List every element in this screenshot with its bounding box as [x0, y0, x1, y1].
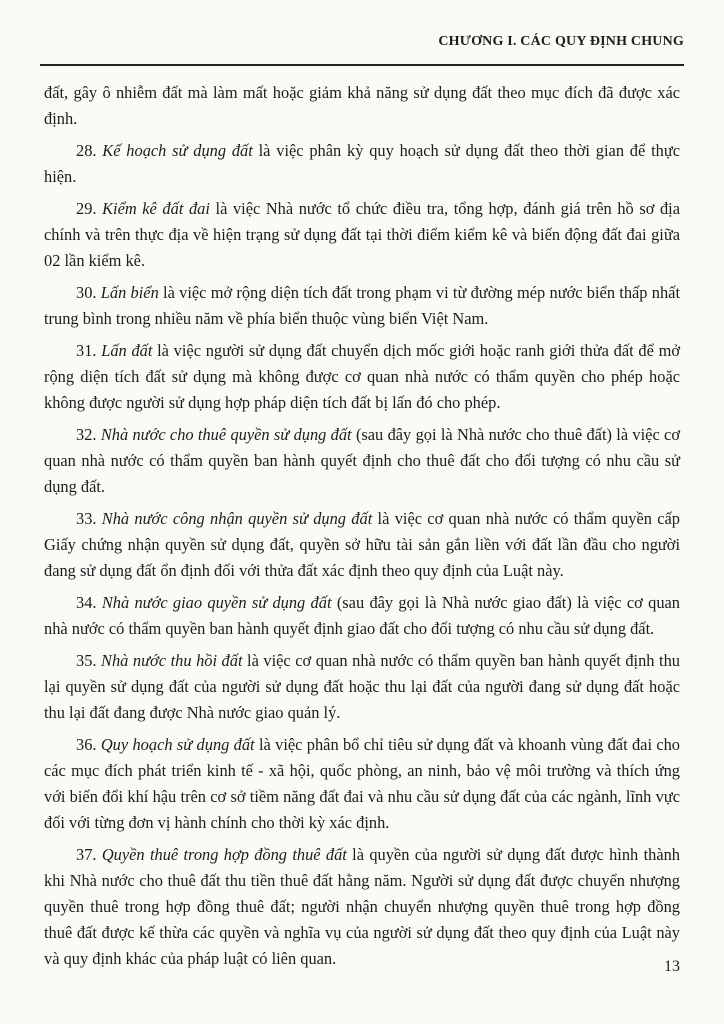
definition-term: Quyền thuê trong hợp đồng thuê đất	[101, 845, 347, 864]
definition-number: 33.	[76, 509, 102, 528]
definition-text: là việc Nhà nước tổ chức điều tra, tổng hợp, đánh giá trên hồ sơ địa chính và trên thực địa về hiện trạng sử dụng đất tại thời điểm kiểm kê và biến động đất đai giữa 02 lần kiểm kê.	[44, 199, 680, 270]
definition-number: 34.	[76, 593, 102, 612]
definition-number: 32.	[76, 425, 101, 444]
definition-text: là quyền của người sử dụng đất được hình thành khi Nhà nước cho thuê đất thu tiền thuê đất hằng năm. Người sử dụng đất được chuyển nhượng quyền thuê trong hợp đồng thuê đất; người nhận chuyển nhượng quyền thuê trong hợp đồng thuê đất được kế thừa các quyền và nghĩa vụ của người sử dụng đất theo quy định của Luật này và quy định khác của pháp luật có liên quan.	[44, 845, 680, 968]
paragraph-text: đất, gây ô nhiễm đất mà làm mất hoặc giảm khả năng sử dụng đất theo mục đích đã được xác định.	[44, 83, 680, 128]
page-header	[40, 30, 684, 66]
document-body	[44, 80, 680, 978]
definition-term: Quy hoạch sử dụng đất	[100, 735, 255, 754]
definition-number: 28.	[76, 141, 103, 160]
definition-number: 30.	[76, 283, 101, 302]
definition-text: (sau đây gọi là Nhà nước cho thuê đất) là việc cơ quan nhà nước có thẩm quyền ban hành quyết định cho thuê đất cho đối tượng có nhu cầu sử dụng đất.	[44, 425, 680, 496]
definition-text: là việc cơ quan nhà nước có thẩm quyền cấp Giấy chứng nhận quyền sử dụng đất, quyền sở hữu tài sản gắn liền với đất lần đầu cho người đang sử dụng đất ổn định đối với thửa đất xác định theo quy định của Luật này.	[44, 509, 680, 580]
definition-number: 37.	[76, 845, 102, 864]
definition-number: 29.	[76, 199, 103, 218]
definition-term: Nhà nước cho thuê quyền sử dụng đất	[100, 425, 352, 444]
definition-37	[44, 842, 680, 972]
definition-term: Lấn đất	[101, 341, 153, 360]
definition-30	[44, 280, 680, 332]
definition-term: Lấn biển	[100, 283, 159, 302]
chapter-title: CHƯƠNG I. CÁC QUY ĐỊNH CHUNG	[438, 34, 684, 49]
definition-35	[44, 648, 680, 726]
definition-term: Nhà nước công nhận quyền sử dụng đất	[101, 509, 373, 528]
definition-number: 35.	[76, 651, 102, 670]
definition-34	[44, 590, 680, 642]
definition-text: là việc phân kỳ quy hoạch sử dụng đất theo thời gian để thực hiện.	[44, 141, 680, 186]
definition-text: (sau đây gọi là Nhà nước giao đất) là việc cơ quan nhà nước có thẩm quyền ban hành quyết định giao đất cho đối tượng có nhu cầu sử dụng đất.	[44, 593, 681, 638]
definition-number: 31.	[76, 341, 102, 360]
definition-29	[44, 196, 680, 274]
definition-text: là việc phân bổ chỉ tiêu sử dụng đất và khoanh vùng đất đai cho các mục đích phát triển kinh tế - xã hội, quốc phòng, an ninh, bảo vệ môi trường và thích ứng với biến đổi khí hậu trên cơ sở tiềm năng đất đai và nhu cầu sử dụng đất của các ngành, lĩnh vực đối với từng đơn vị hành chính cho thời kỳ xác định.	[44, 735, 681, 832]
definition-term: Nhà nước thu hồi đất	[101, 651, 243, 670]
definition-term: Nhà nước giao quyền sử dụng đất	[101, 593, 332, 612]
definition-text: là việc cơ quan nhà nước có thẩm quyền ban hành quyết định thu lại quyền sử dụng đất của người sử dụng đất hoặc thu lại đất của người đang sử dụng đất hoặc thu lại đất đang được Nhà nước giao quản lý.	[44, 651, 680, 722]
definition-term: Kế hoạch sử dụng đất	[102, 141, 253, 160]
definition-text: là việc người sử dụng đất chuyển dịch mốc giới hoặc ranh giới thửa đất để mở rộng diện tích đất sử dụng mà không được cơ quan nhà nước có thẩm quyền cho phép hoặc không được người sử dụng hợp pháp diện tích đất bị lấn đó cho phép.	[44, 341, 680, 412]
page-number: 13	[664, 958, 680, 975]
definition-28	[44, 138, 680, 190]
definition-36	[44, 732, 680, 836]
paragraph-continued	[44, 80, 680, 132]
definition-31	[44, 338, 680, 416]
definition-32	[44, 422, 680, 500]
definition-number: 36.	[76, 735, 101, 754]
definition-33	[44, 506, 680, 584]
definition-text: là việc mở rộng diện tích đất trong phạm vi từ đường mép nước biển thấp nhất trung bình trong nhiều năm về phía biển thuộc vùng biển Việt Nam.	[44, 283, 680, 328]
definition-term: Kiểm kê đất đai	[102, 199, 210, 218]
